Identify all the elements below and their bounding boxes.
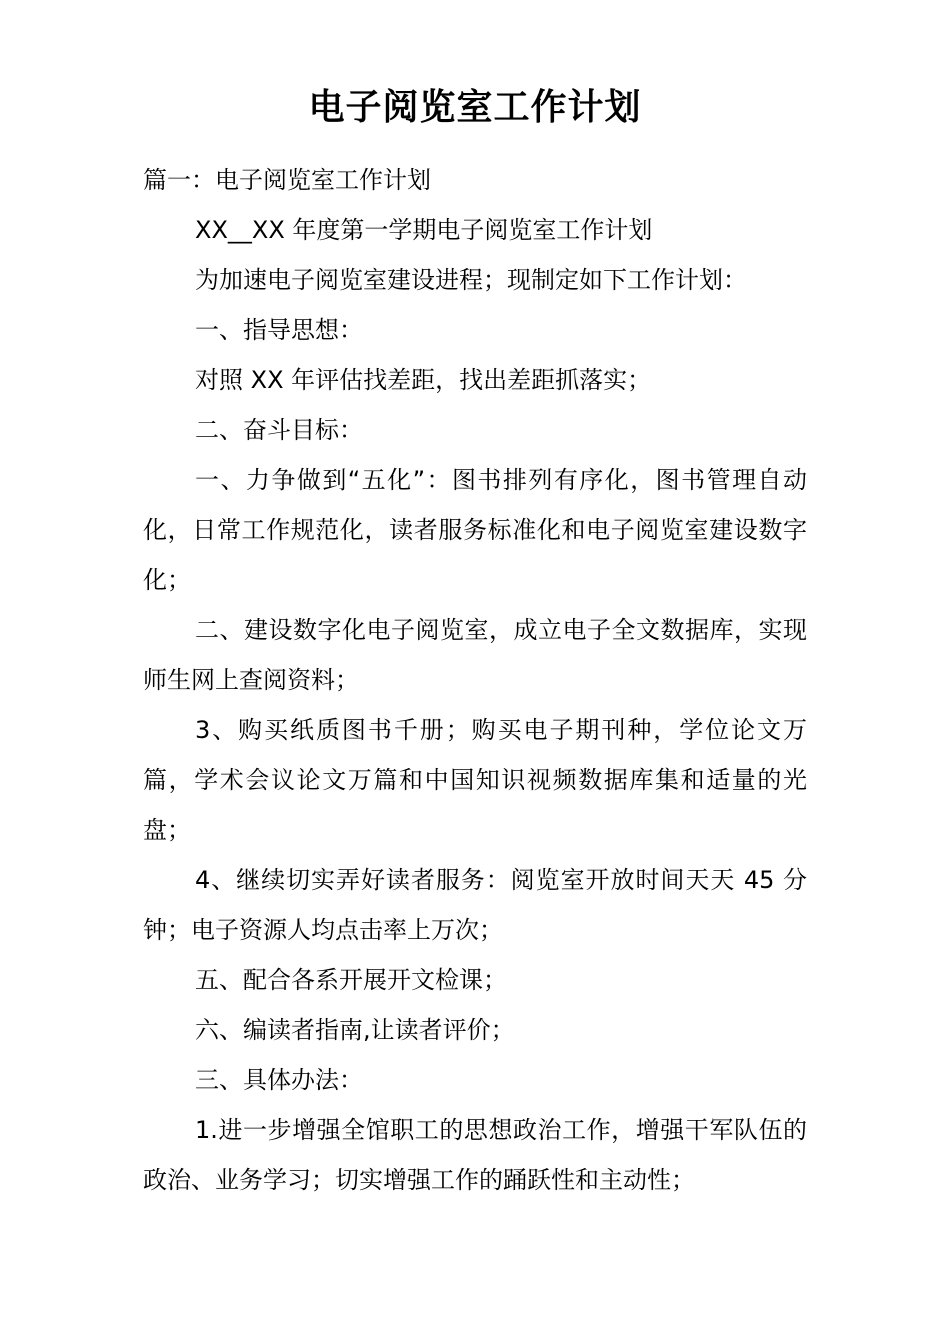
paragraph: 三、具体办法： (195, 1066, 363, 1094)
paragraph: 4、继续切实弄好读者服务：阅览室开放时间天天 45 分钟；电子资源人均点击率上万次； (143, 866, 807, 944)
document-title: 电子阅览室工作计划 (308, 86, 642, 128)
paragraph: 3、购买纸质图书千册；购买电子期刊种，学位论文万篇，学术会议论文万篇和中国知识视频数据库集和适量的光盘； (143, 716, 807, 844)
paragraph: 篇一：电子阅览室工作计划 (143, 166, 431, 194)
paragraph: 六、编读者指南,让读者评价； (195, 1016, 515, 1044)
paragraph: 二、建设数字化电子阅览室，成立电子全文数据库，实现师生网上查阅资料； (143, 616, 807, 694)
paragraph: 为加速电子阅览室建设进程；现制定如下工作计划： (195, 266, 747, 294)
paragraph: 二、奋斗目标： (195, 416, 363, 444)
paragraph: 五、配合各系开展开文检课； (195, 966, 507, 994)
paragraph: 对照 XX 年评估找差距，找出差距抓落实； (195, 366, 652, 394)
paragraph: XX__XX 年度第一学期电子阅览室工作计划 (195, 216, 653, 244)
paragraph: 一、指导思想： (195, 316, 363, 344)
paragraph: 1.进一步增强全馆职工的思想政治工作，增强干军队伍的政治、业务学习；切实增强工作的踊跃性和主动性； (143, 1116, 807, 1194)
document-body (143, 155, 807, 1205)
paragraph: 一、力争做到“五化”：图书排列有序化，图书管理自动化，日常工作规范化，读者服务标准化和电子阅览室建设数字化； (143, 466, 807, 594)
